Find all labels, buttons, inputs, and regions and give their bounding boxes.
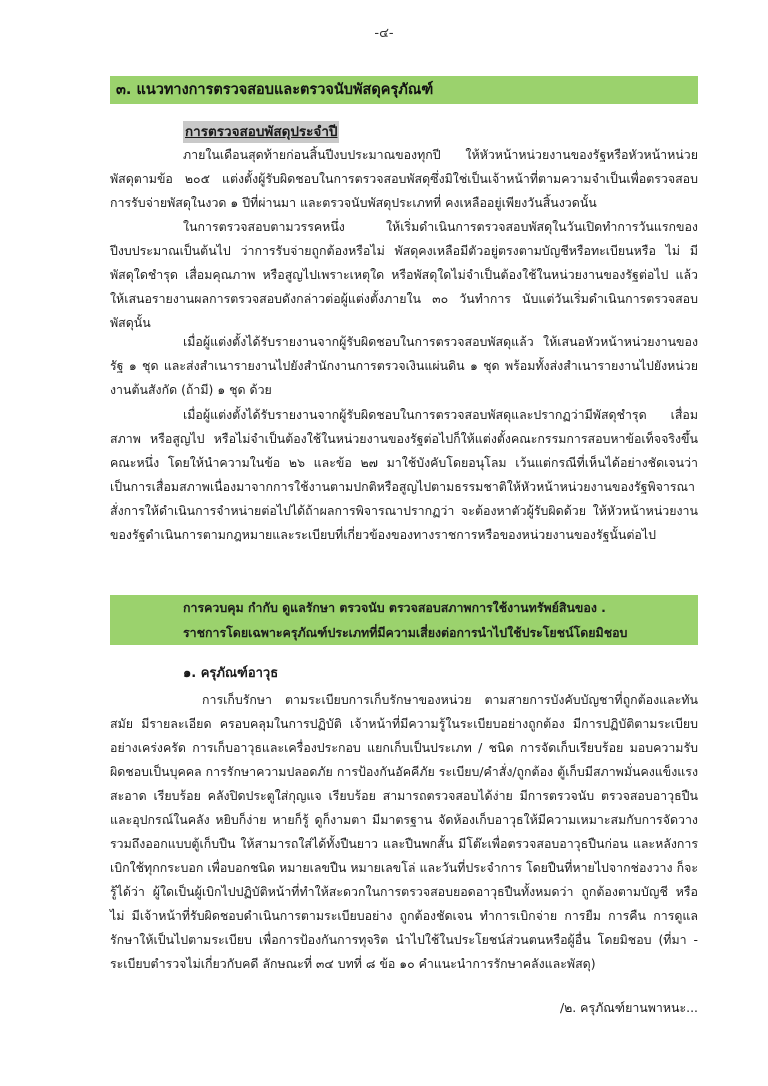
section-title: ๓. แนวทางการตรวจสอบและตรวจนับพัสดุครุภัณฑ์	[110, 76, 698, 104]
paragraph-inspection-procedure: ในการตรวจสอบตามวรรคหนึ่ง ให้เริ่มดำเนินการตรวจสอบพัสดุในวันเปิดทำการวันแรกของปีงบประมาณเป็นต้นไป ว่าการรับจ่ายถูกต้องหรือไม่ พัสดุคงเหลือมีตัวอยู่ตรงตามบัญชีหรือทะเบียนหรือ ไม่ มีพัสดุใดชำรุด เสื่อมคุณภาพ หรือสูญไปเพราะเหตุใด หรือพัสดุใดไม่จำเป็นต้องใช้ในหน่วยงานของรัฐต่อไป แล้วให้เสนอรายงานผลการตรวจสอบดังกล่าวต่อผู้แต่งตั้งภายใน ๓๐ วันทำการ นับแต่วันเริ่มดำเนินการตรวจสอบพัสดุนั้น	[110, 219, 698, 330]
continuation-reference: /๒. ครุภัณฑ์ยานพาหนะ...	[559, 1000, 698, 1015]
paragraph-damaged-items: เมื่อผู้แต่งตั้งได้รับรายงานจากผู้รับผิดชอบในการตรวจสอบพัสดุและปรากฏว่ามีพัสดุชำรุด เสื่อมสภาพ หรือสูญไป หรือไม่จำเป็นต้องใช้ในหน่วยงานของรัฐต่อไปก็ให้แต่งตั้งคณะกรรมการสอบหาข้อเท็จจริงขึ้นคณะหนึ่ง โดยให้นำความในข้อ ๒๖ และข้อ ๒๗ มาใช้บังคับโดยอนุโลม เว้นแต่กรณีที่เห็นได้อย่างชัดเจนว่า เป็นการเสื่อมสภาพเนื่องมาจากการใช้งานตามปกติหรือสูญไปตามธรรมชาติให้หัวหน้าหน่วยงานของรัฐพิจารณาสั่งการให้ดำเนินการจำหน่ายต่อไปได้ถ้าผลการพิจารณาปรากฏว่า จะต้องหาตัวผู้รับผิดด้วย ให้หัวหน้าหน่วยงานของรัฐดำเนินการตามกฎหมายและระเบียบที่เกี่ยวข้องของทางราชการหรือของหน่วยงานของรัฐนั้นต่อไป	[110, 407, 698, 542]
item1-title: ๑. ครุภัณฑ์อาวุธ	[183, 666, 279, 681]
control-box-line-2: ราชการโดยเฉพาะครุภัณฑ์ประเภทที่มีความเสี่ยงต่อการนำไปใช้ประโยชน์โดยมิชอบ	[183, 625, 628, 640]
subsection-title: การตรวจสอบพัสดุประจำปี	[183, 121, 339, 143]
paragraph-weapons-storage: การเก็บรักษา ตามระเบียบการเก็บรักษาของหน่วย ตามสายการบังคับบัญชาที่ถูกต้องและทันสมัย มีรายละเอียด ครอบคลุมในการปฏิบัติ เจ้าหน้าที่มีความรู้ในระเบียบอย่างถูกต้อง มีการปฏิบัติตามระเบียบอย่างเคร่งครัด การเก็บอาวุธและเครื่องประกอบ แยกเก็บเป็นประเภท / ชนิด การจัดเก็บเรียบร้อย มอบความรับผิดชอบเป็นบุคคล การรักษาความปลอดภัย การป้องกันอัคคีภัย ระเบียบ/คำสั่ง/ถูกต้อง ตู้เก็บมีสภาพมั่นคงแข็งแรง สะอาด เรียบร้อย คลังปิดประตูใส่กุญแจ เรียบร้อย สามารถตรวจสอบได้ง่าย มีการตรวจนับ ตรวจสอบอาวุธปืน และอุปกรณ์ในคลัง หยิบก็ง่าย หายก็รู้ ดูก็งามตา มีมาตรฐาน จัดห้องเก็บอาวุธให้มีความเหมาะสมกับการจัดวาง รวมถึงออกแบบตู้เก็บปืน ให้สามารถใส่ได้ทั้งปืนยาว และปืนพกสั้น มีโต๊ะเพื่อตรวจสอบอาวุธปืนก่อน และหลังการเบิกใช้ทุกกระบอก เพื่อบอกชนิด หมายเลขปืน หมายเลขโล่ และวันที่ประจำการ โดยปืนที่หายไปจากช่องวาง ก็จะรู้ได้ว่า ผู้ใดเป็นผู้เบิกไปปฏิบัติหน้าที่ทำให้สะดวกในการตรวจสอบยอดอาวุธปืนทั้งหมดว่า ถูกต้องตามบัญชี หรือไม่ มีเจ้าหน้าที่รับผิดชอบดำเนินการตามระเบียบอย่าง ถูกต้องชัดเจน ทำการเบิกจ่าย การยืม การคืน การดูแลรักษาให้เป็นไปตามระเบียบ เพื่อการป้องกันการทุจริต นำไปใช้ในประโยชน์ส่วนตนหรือผู้อื่น โดยมิชอบ (ที่มา - ระเบียบตำรวจไม่เกี่ยวกับคดี ลักษณะที่ ๓๔ บทที่ ๘ ข้อ ๑๐ คำแนะนำการรักษาคลังและพัสดุ)	[110, 692, 698, 971]
control-box	[110, 595, 698, 645]
paragraph-annual-inspection: ภายในเดือนสุดท้ายก่อนสิ้นปีงบประมาณของทุกปี ให้หัวหน้าหน่วยงานของรัฐหรือหัวหน้าหน่วยพัสดุตามข้อ ๒๐๕ แต่งตั้งผู้รับผิดชอบในการตรวจสอบพัสดุซึ่งมิใช่เป็นเจ้าหน้าที่ตามความจำเป็นเพื่อตรวจสอบการรับจ่ายพัสดุในงวด ๑ ปีที่ผ่านมา และตรวจนับพัสดุประเภทที่ คงเหลืออยู่เพียงวันสิ้นงวดนั้น	[110, 147, 698, 210]
paragraph-report-submission: เมื่อผู้แต่งตั้งได้รับรายงานจากผู้รับผิดชอบในการตรวจสอบพัสดุแล้ว ให้เสนอหัวหน้าหน่วยงานของรัฐ ๑ ชุด และส่งสำเนารายงานไปยังสำนักงานการตรวจเงินแผ่นดิน ๑ ชุด พร้อมทั้งส่งสำเนารายงานไปยังหน่วยงานต้นสังกัด (ถ้ามี) ๑ ชุด ด้วย	[110, 334, 698, 397]
page-number: -๔-	[374, 26, 394, 41]
control-box-line-1: การควบคุม กำกับ ดูแลรักษา ตรวจนับ ตรวจสอบสภาพการใช้งานทรัพย์สินของ .	[183, 600, 606, 615]
